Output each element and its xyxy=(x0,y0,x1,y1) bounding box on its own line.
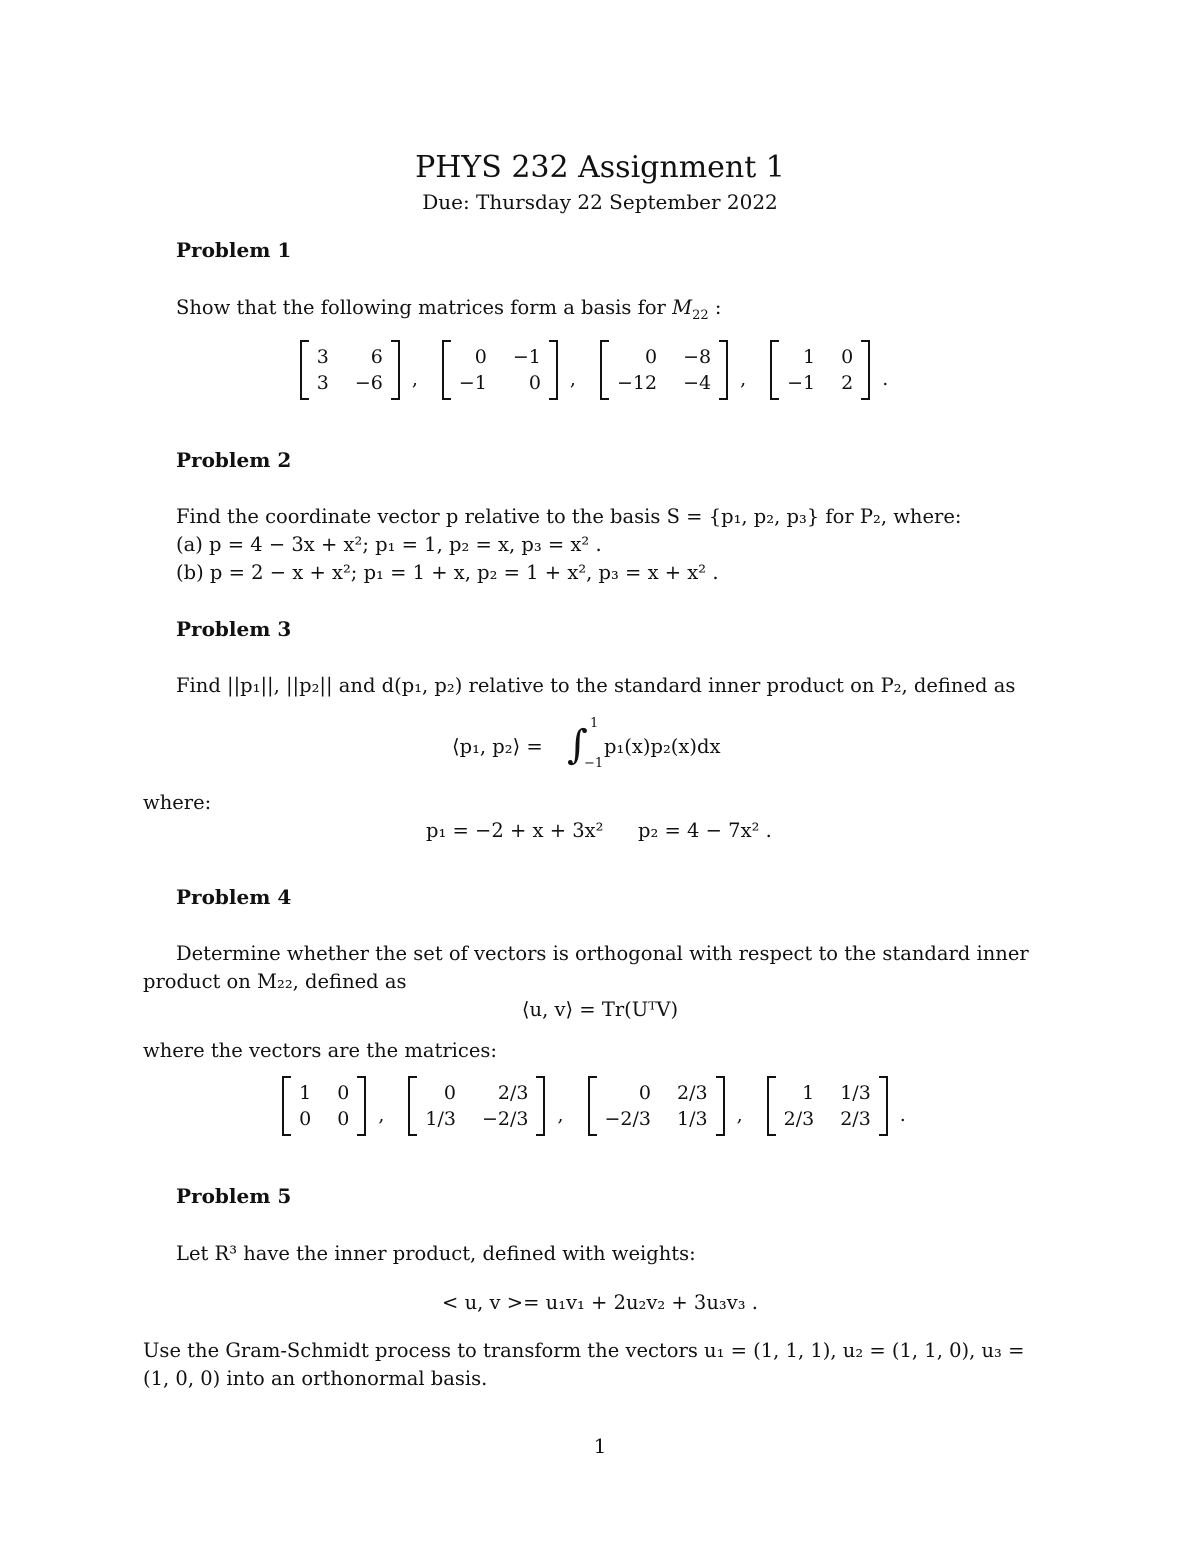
problem-5-heading: Problem 5 xyxy=(176,1184,292,1208)
matrix: 1 1/3 2/3 2/3 xyxy=(767,1076,888,1136)
weighted-inner-product: < u, v >= u₁v₁ + 2u₂v₂ + 3u₃v₃ . xyxy=(442,1291,758,1314)
integral-sign: ∫ xyxy=(567,722,588,768)
problem-1-heading: Problem 1 xyxy=(176,238,292,262)
problem-2-heading: Problem 2 xyxy=(176,448,292,472)
where-label: where: xyxy=(143,791,212,814)
matrix: 0 2/3 −2/3 1/3 xyxy=(588,1076,725,1136)
problem-4-line1: Determine whether the set of vectors is orthogonal with respect to the standard inner xyxy=(176,942,1029,965)
problem-5-line1: Use the Gram-Schmidt process to transform the vectors u₁ = (1, 1, 1), u₂ = (1, 1, 0), u₃ = xyxy=(143,1339,1025,1362)
page-number: 1 xyxy=(593,1434,607,1458)
matrix: 1 0 0 0 xyxy=(282,1076,366,1136)
matrix: 0 −1 −1 0 xyxy=(442,340,558,400)
problem-3-intro: Find ||p₁||, ||p₂|| and d(p₁, p₂) relative to the standard inner product on P₂, defined as xyxy=(176,674,1016,697)
p1-definition: p₁ = −2 + x + 3x² xyxy=(426,819,604,842)
problem-5-line2: (1, 0, 0) into an orthonormal basis. xyxy=(143,1367,488,1390)
problem-3-heading: Problem 3 xyxy=(176,617,292,641)
problem-1-matrices: 3 6 3 −6 , 0 −1 −1 0 , 0 −8 −12 −4 , 1 0 −1 2 . xyxy=(0,340,1200,400)
matrix: 3 6 3 −6 xyxy=(300,340,400,400)
problem-4-heading: Problem 4 xyxy=(176,885,292,909)
problem-2-part-b: (b) p = 2 − x + x²; p₁ = 1 + x, p₂ = 1 + x², p₃ = x + x² . xyxy=(176,561,719,584)
due-date: Due: Thursday 22 September 2022 xyxy=(422,190,778,214)
problem-2-part-a: (a) p = 4 − 3x + x²; p₁ = 1, p₂ = x, p₃ = x² . xyxy=(176,533,602,556)
problem-5-intro: Let R³ have the inner product, defined with weights: xyxy=(176,1242,696,1265)
problem-2-intro: Find the coordinate vector p relative to the basis S = {p₁, p₂, p₃} for P₂, where: xyxy=(176,505,962,528)
p2-definition: p₂ = 4 − 7x² . xyxy=(638,819,772,842)
matrix: 1 0 −1 2 xyxy=(770,340,870,400)
trace-formula: ⟨u, v⟩ = Tr(UᵀV) xyxy=(521,998,679,1021)
problem-1-text: Show that the following matrices form a basis for $M_{22}$ : xyxy=(176,296,722,323)
problem-4-where: where the vectors are the matrices: xyxy=(143,1039,497,1062)
problem-4-matrices: 1 0 0 0 , 0 2/3 1/3 −2/3 , 0 2/3 −2/3 1/3 , 1 1/3 2/3 2/3 . xyxy=(0,1076,1200,1136)
matrix: 0 2/3 1/3 −2/3 xyxy=(408,1076,545,1136)
matrix: 0 −8 −12 −4 xyxy=(600,340,728,400)
problem-4-line2: product on M₂₂, defined as xyxy=(143,970,407,993)
document-title: PHYS 232 Assignment 1 xyxy=(415,150,785,185)
